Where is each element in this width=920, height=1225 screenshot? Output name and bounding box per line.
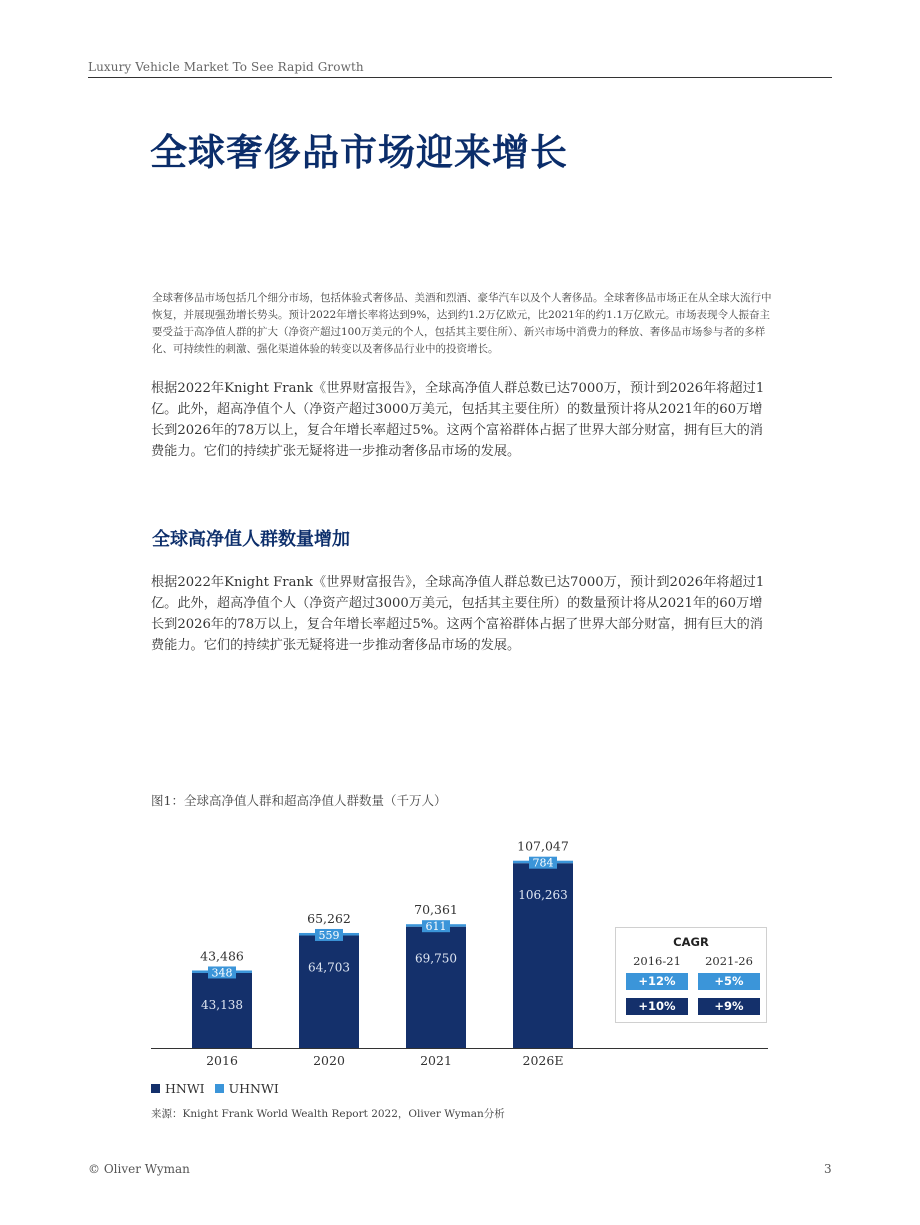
uhnwi-value-label-2026E: 784 [532,856,554,870]
total-label-2016: 43,486 [200,948,244,964]
cagr-uhnwi-2021-26: +5% [698,973,760,990]
cagr-column-2021-26: 2021-26 [705,954,753,968]
hnwi-value-label-2020: 64,703 [308,960,350,975]
intro-paragraph: 全球奢侈品市场包括几个细分市场，包括体验式奢侈品、美酒和烈酒、豪华汽车以及个人奢侈品。全球奢侈品市场正在从全球大流行中恢复，并展现强劲增长势头。预计2022年增长率将达到9%，达到约1.2万亿欧元，比2021年的约1.1万亿欧元。市场表现令人振奋主要受益于高净值人群的扩大（净资产超过100万美元的个人，包括其主要住所）、新兴市场中消费力的释放、奢侈品市场参与者的多样化、可持续性的刺激、强化渠道体验的转变以及奢侈品行业中的投资增长。 [152,292,772,355]
section-heading: 全球高净值人群数量增加 [152,529,350,550]
footer-copyright: © Oliver Wyman [88,1162,190,1176]
legend-label-hnwi: HNWI [165,1081,205,1096]
cagr-uhnwi-2016-21: +12% [626,973,688,990]
uhnwi-value-label-2021: 611 [425,920,447,934]
x-tick-label-2021: 2021 [420,1053,452,1068]
uhnwi-value-label-2020: 559 [318,928,340,942]
cagr-column-2016-21: 2016-21 [633,954,681,968]
total-label-2021: 70,361 [414,902,458,918]
legend-label-uhnwi: UHNWI [228,1081,279,1096]
total-label-2026E: 107,047 [517,838,569,854]
legend-swatch-uhnwi [215,1084,224,1093]
bar-hnwi-2021 [406,927,466,1048]
hnwi-value-label-2021: 69,750 [415,951,457,966]
figure-source: 来源：Knight Frank World Wealth Report 2022，Oliver Wyman分析 [151,1108,505,1120]
cagr-title: CAGR [673,935,709,949]
hnwi-value-label-2016: 43,138 [201,997,243,1012]
x-tick-label-2016: 2016 [206,1053,238,1068]
legend-item-hnwi [151,1081,205,1096]
x-tick-label-2020: 2020 [313,1053,345,1068]
legend-item-uhnwi [215,1081,279,1096]
hnwi-value-label-2026E: 106,263 [518,888,568,903]
uhnwi-value-label-2016: 348 [211,966,233,980]
cagr-box [615,927,767,1023]
page-number: 3 [824,1162,832,1176]
body-paragraph-1: 根据2022年Knight Frank《世界财富报告》，全球高净值人群总数已达7000万，预计到2026年将超过1亿。此外，超高净值个人（净资产超过3000万美元，包括其主要住所）的数量预计将从2021年的60万增长到2026年的78万以上，复合年增长率超过5%。这两个富裕群体占据了世界大部分财富，拥有巨大的消费能力。它们的持续扩张无疑将进一步推动奢侈品市场的发展。 [151,381,765,459]
bar-hnwi-2020 [299,935,359,1048]
legend-swatch-hnwi [151,1084,160,1093]
cagr-hnwi-2021-26: +9% [698,998,760,1015]
figure-caption: 图1：全球高净值人群和超高净值人群数量（千万人） [151,793,447,808]
cagr-hnwi-2016-21: +10% [626,998,688,1015]
chart-legend [151,1081,279,1096]
x-tick-label-2026E: 2026E [522,1053,564,1068]
total-label-2020: 65,262 [307,910,351,926]
body-paragraph-2: 根据2022年Knight Frank《世界财富报告》，全球高净值人群总数已达7000万，预计到2026年将超过1亿。此外，超高净值个人（净资产超过3000万美元，包括其主要住所）的数量预计将从2021年的60万增长到2026年的78万以上，复合年增长率超过5%。这两个富裕群体占据了世界大部分财富，拥有巨大的消费能力。它们的持续扩张无疑将进一步推动奢侈品市场的发展。 [151,575,765,653]
page-title: 全球奢侈品市场迎来增长 [150,131,568,174]
running-header: Luxury Vehicle Market To See Rapid Growth [88,60,832,78]
